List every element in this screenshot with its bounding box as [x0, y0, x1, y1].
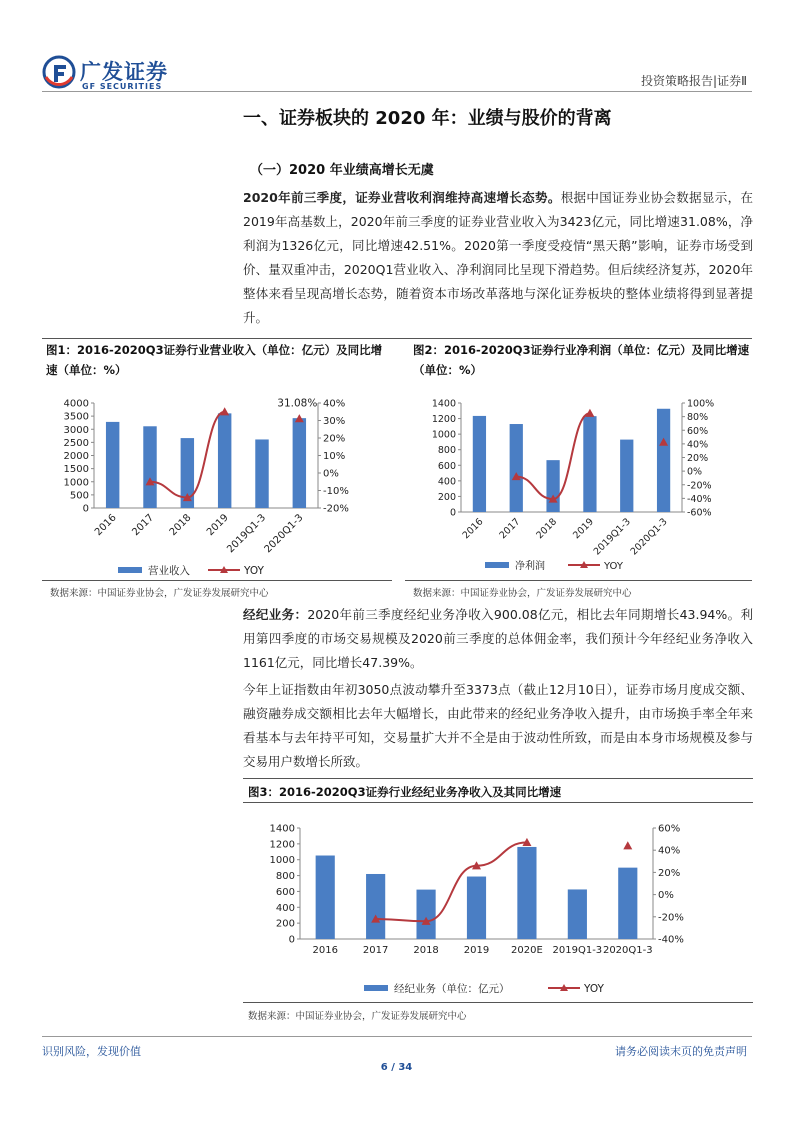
- left-tick-label: 1000: [63, 477, 89, 489]
- category-label: 2019: [205, 512, 231, 539]
- right-tick-label: 60%: [687, 425, 709, 437]
- right-tick-label: 40%: [687, 439, 709, 451]
- left-tick-label: 1400: [431, 398, 456, 410]
- paragraph-market-body: 今年上证指数由年初3050点波动攀升至3373点（截止12月10日），证券市场月度成交额、融资融券成交额相比去年大幅增长，由此带来的经纪业务净收入提升，由市场换手率全年来看基本与去年持平可知，交易量扩大并不全是由于波动性所致，而是由本身市场规模及参与交易用户数增长所致。: [243, 682, 753, 769]
- figure2-bottom-rule: [405, 580, 752, 581]
- right-tick-label: 100%: [687, 398, 715, 410]
- left-tick-label: 200: [437, 491, 456, 503]
- paragraph-brokerage-body: 2020年前三季度经纪业务净收入900.08亿元，相比去年同期增长43.94%。利用第四季度的市场交易规模及2020前三季度的总体佣金率，我们预计今年经纪业务净收入1161亿元，同比增长47.39%。: [243, 607, 753, 670]
- category-label: 2018: [167, 512, 194, 539]
- left-tick-label: 0: [288, 934, 295, 946]
- figure1-source: 数据来源：中国证券业协会，广发证券发展研究中心: [50, 588, 269, 599]
- figure-top-rule: [42, 338, 752, 339]
- bar-2017: [510, 424, 523, 512]
- bar-2019: [467, 877, 486, 939]
- bar-2020E: [517, 847, 536, 939]
- category-label: 2019Q1-3: [552, 945, 603, 956]
- figure3-title: 图3：2016-2020Q3证券行业经纪业务净收入及其同比增速: [248, 785, 562, 799]
- right-tick-label: 10%: [323, 451, 346, 462]
- left-tick-label: 3000: [63, 424, 89, 436]
- figure1-chart: [46, 390, 401, 582]
- category-label: 2017: [362, 945, 389, 956]
- left-tick-label: 400: [437, 476, 456, 488]
- brand-name-cn: 广发证券: [80, 60, 168, 84]
- right-tick-label: -40%: [658, 934, 684, 946]
- left-tick-label: 4000: [63, 398, 89, 410]
- category-label: 2016: [93, 512, 119, 539]
- right-tick-label: 0%: [687, 466, 703, 478]
- category-label: 2020Q1-3: [628, 516, 670, 558]
- right-tick-label: -60%: [687, 507, 712, 519]
- legend-bar-swatch: [485, 562, 509, 568]
- category-label: 2017: [497, 516, 523, 542]
- left-tick-label: 2500: [63, 437, 89, 449]
- paragraph-market: [243, 678, 753, 774]
- bar-2020Q1-3: [618, 868, 637, 939]
- footer-disclaimer: 请务必阅读末页的免责声明: [615, 1045, 747, 1058]
- right-tick-label: 20%: [658, 867, 681, 879]
- right-tick-label: 80%: [687, 412, 709, 424]
- legend-line-label: YOY: [584, 983, 604, 995]
- right-tick-label: -20%: [687, 480, 712, 492]
- bar-2018: [546, 460, 559, 512]
- left-tick-label: 400: [275, 902, 295, 914]
- right-tick-label: 20%: [323, 433, 346, 445]
- bar-2019Q1-3: [568, 889, 587, 939]
- bar-2017: [366, 874, 385, 939]
- legend-bar-label: 净利润: [515, 561, 545, 572]
- category-label: 2019Q1-3: [225, 512, 269, 556]
- category-label: 2019: [571, 516, 597, 542]
- figure2-chart: [405, 390, 755, 582]
- left-tick-label: 3500: [63, 411, 89, 423]
- bar-2017: [143, 426, 156, 508]
- left-tick-label: 1400: [269, 823, 295, 835]
- right-tick-label: 30%: [323, 416, 346, 427]
- figure1-bottom-rule: [42, 580, 392, 581]
- right-tick-label: 60%: [658, 823, 681, 835]
- page-number: 6 / 34: [380, 1062, 413, 1073]
- category-label: 2020Q1-3: [602, 945, 653, 956]
- bar-2019Q1-3: [255, 439, 268, 508]
- right-tick-label: -20%: [658, 912, 684, 924]
- bar-2020Q1-3: [657, 409, 670, 512]
- right-tick-label: -40%: [687, 493, 712, 505]
- paragraph-earnings: [243, 186, 753, 330]
- left-tick-label: 500: [69, 490, 89, 502]
- figure3-chart: [243, 818, 753, 1000]
- right-tick-label: -10%: [323, 486, 349, 497]
- figure2-source: 数据来源：中国证券业协会，广发证券发展研究中心: [413, 588, 632, 599]
- brand-name-en: GF SECURITIES: [82, 82, 163, 91]
- figure1-title: 图1：2016-2020Q3证券行业营业收入（单位：亿元）及同比增速（单位：%）: [46, 343, 383, 377]
- bar-2019Q1-3: [620, 440, 633, 512]
- subsection-title: （一）2020 年业绩高增长无虞: [250, 163, 434, 178]
- left-tick-label: 200: [275, 918, 295, 930]
- legend-bar-label: 经纪业务（单位：亿元）: [394, 983, 510, 995]
- right-tick-label: 20%: [687, 453, 709, 464]
- bar-2019: [218, 413, 231, 508]
- left-tick-label: 1500: [63, 464, 89, 476]
- figure3-top-rule: [243, 778, 753, 779]
- category-label: 2020E: [511, 945, 543, 956]
- bar-2016: [106, 422, 119, 508]
- yoy-line: [376, 842, 527, 921]
- right-tick-label: -20%: [323, 503, 349, 515]
- legend-bar-swatch: [364, 985, 388, 991]
- right-tick-label: 40%: [323, 398, 346, 410]
- section-title: 一、证券板块的 2020 年：业绩与股价的背离: [243, 108, 612, 129]
- paragraph-earnings-body: 根据中国证券业协会数据显示，在2019年高基数上，2020年前三季度的证券业营业收入为3423亿元，同比增速31.08%，净利润为1326亿元，同比增速42.51%。2020第一季度受疫情“黑天鹅”影响，证券市场受到价、量双重冲击，2020Q1营业收入、净利润同比呈现下滑趋势。但后续经济复苏，2020年整体来看呈现高增长态势，随着资本市场改革落地与深化证券板块的整体业绩将得到显著提升。: [243, 190, 753, 325]
- gf-logo-icon: [42, 55, 76, 89]
- category-label: 2016: [460, 516, 486, 542]
- bar-2016: [316, 856, 335, 939]
- figure3-title-rule: [243, 802, 753, 803]
- category-label: 2020Q1-3: [262, 512, 306, 556]
- figure2-title: 图2：2016-2020Q3证券行业净利润（单位：亿元）及同比增速（单位：%）: [413, 343, 750, 377]
- category-label: 2019Q1-3: [591, 516, 633, 558]
- footer-divider: [42, 1036, 752, 1037]
- data-label-yoy: 31.08%: [277, 397, 318, 410]
- yoy-marker-2020Q1-3: [623, 841, 632, 849]
- category-label: 2018: [534, 516, 560, 542]
- left-tick-label: 2000: [63, 451, 89, 462]
- left-tick-label: 1200: [269, 839, 295, 851]
- report-type: 投资策略报告|证券Ⅱ: [641, 74, 747, 88]
- category-label: 2017: [130, 512, 157, 539]
- header-divider: [42, 91, 752, 92]
- category-label: 2019: [463, 945, 490, 956]
- bar-2019: [583, 416, 596, 512]
- bar-2016: [473, 416, 486, 512]
- paragraph-brokerage-lead: 经纪业务：: [243, 607, 308, 622]
- left-tick-label: 0: [82, 503, 89, 515]
- category-label: 2018: [413, 945, 439, 956]
- left-tick-label: 0: [449, 507, 456, 519]
- figure3-bottom-rule: [243, 1002, 753, 1003]
- legend-bar-label: 营业收入: [148, 565, 190, 577]
- paragraph-earnings-lead: 2020年前三季度，证券业营收利润维持高速增长态势。: [243, 190, 561, 205]
- footer-slogan: 识别风险，发现价值: [42, 1045, 141, 1058]
- category-label: 2016: [312, 945, 338, 956]
- right-tick-label: 40%: [658, 845, 681, 857]
- paragraph-brokerage: [243, 603, 753, 675]
- left-tick-label: 1200: [431, 414, 456, 426]
- left-tick-label: 1000: [269, 855, 295, 867]
- left-tick-label: 1000: [431, 429, 456, 441]
- yoy-marker-2019: [220, 407, 229, 415]
- yoy-marker-2019: [585, 409, 594, 417]
- right-tick-label: 0%: [323, 468, 339, 480]
- figure3-source: 数据来源：中国证券业协会，广发证券发展研究中心: [248, 1011, 467, 1022]
- bar-2018: [416, 890, 435, 939]
- left-tick-label: 600: [275, 886, 295, 898]
- legend-line-label: YOY: [604, 561, 623, 572]
- legend-line-label: YOY: [244, 565, 264, 577]
- left-tick-label: 800: [437, 445, 456, 457]
- left-tick-label: 600: [437, 460, 456, 472]
- bar-2020Q1-3: [293, 418, 306, 508]
- left-tick-label: 800: [275, 871, 295, 883]
- right-tick-label: 0%: [658, 890, 674, 902]
- legend-bar-swatch: [118, 567, 142, 573]
